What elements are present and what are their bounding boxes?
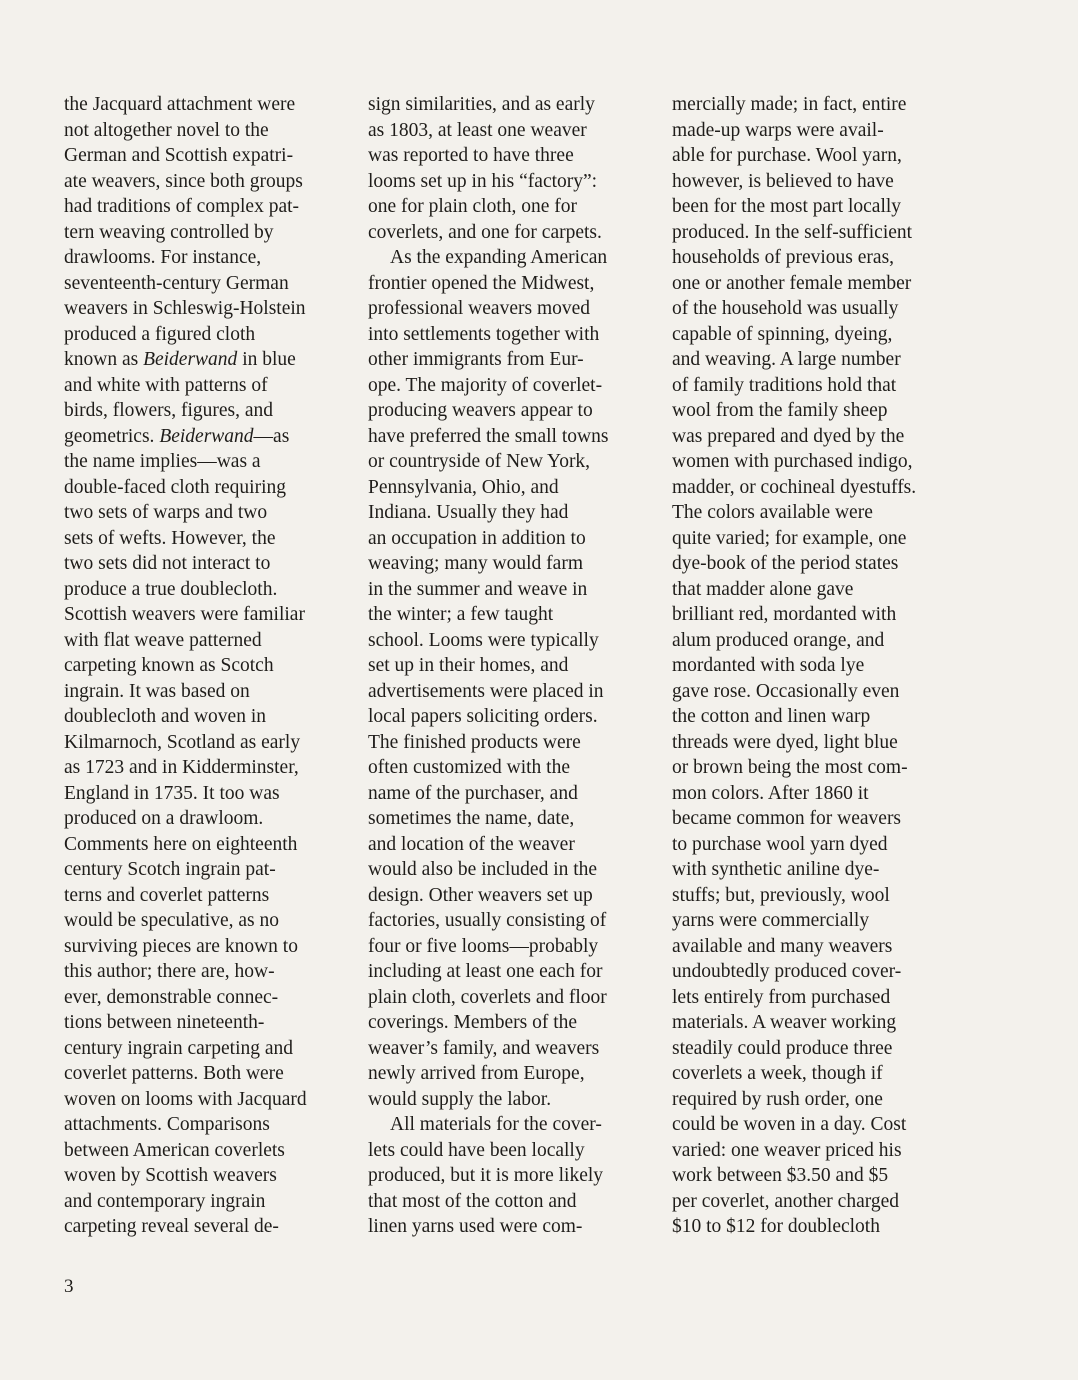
text-line: four or five looms—probably: [368, 935, 599, 957]
text-line: other immigrants from Eur-: [368, 349, 584, 370]
text-line: Pennsylvania, Ohio, and: [368, 476, 559, 498]
text-line: factories, usually consisting of: [368, 910, 607, 931]
text-line: often customized with the: [368, 757, 570, 778]
text-line: lets could have been locally: [368, 1139, 585, 1161]
text-line: weaving; many would farm: [368, 553, 583, 574]
text-line: women with purchased indigo,: [672, 451, 913, 472]
text-line: Scottish weavers were familiar: [64, 604, 305, 625]
text-line: ever, demonstrable connec-: [64, 986, 279, 1008]
text-line: threads were dyed, light blue: [672, 731, 898, 753]
text-line: became common for weavers: [672, 808, 902, 829]
text-line: one or another female member: [672, 272, 912, 294]
text-column-1: [64, 92, 364, 1240]
text-line: producing weavers appear to: [368, 400, 593, 421]
paragraph-start-line: As the expanding American: [390, 247, 608, 268]
text-line: doublecloth and woven in: [64, 706, 266, 727]
text-line: made-up warps were avail-: [672, 119, 884, 141]
text-line: varied: one weaver priced his: [672, 1139, 902, 1161]
text-line: ingrain. It was based on: [64, 680, 250, 702]
text-line: The colors available were: [672, 502, 873, 523]
text-line: [64, 347, 364, 373]
text-run: known as: [64, 349, 144, 370]
text-line: one for plain cloth, one for: [368, 196, 578, 217]
text-line: was prepared and dyed by the: [672, 425, 905, 447]
text-line: or countryside of New York,: [368, 451, 591, 472]
text-line: and contemporary ingrain: [64, 1190, 266, 1212]
text-line: newly arrived from Europe,: [368, 1063, 585, 1084]
text-line: weaver’s family, and weavers: [368, 1037, 600, 1059]
text-line: that madder alone gave: [672, 578, 854, 600]
text-line: and weaving. A large number: [672, 349, 901, 370]
text-line: the winter; a few taught: [368, 604, 554, 625]
text-run: —as: [253, 425, 290, 447]
text-line: mercially made; in fact, entire: [672, 94, 907, 115]
italic-term: Beiderwand: [159, 425, 254, 447]
text-line: would supply the labor.: [368, 1088, 552, 1110]
text-line: German and Scottish expatri-: [64, 145, 294, 166]
text-line: coverlets, and one for carpets.: [368, 221, 602, 243]
text-line: work between $3.50 and $5: [672, 1165, 889, 1186]
text-line: in the summer and weave in: [368, 578, 588, 600]
text-line: would be speculative, as no: [64, 910, 279, 931]
text-line: gave rose. Occasionally even: [672, 680, 900, 702]
text-line: ope. The majority of coverlet-: [368, 374, 603, 396]
text-line: had traditions of complex pat-: [64, 196, 300, 217]
text-line: professional weavers moved: [368, 298, 591, 319]
text-line: produced. In the self-sufficient: [672, 221, 913, 243]
text-line: terns and coverlet patterns: [64, 884, 270, 906]
text-line: the name implies—was a: [64, 451, 261, 472]
text-line: school. Looms were typically: [368, 629, 599, 651]
text-line: surviving pieces are known to: [64, 935, 298, 957]
text-line: sign similarities, and as early: [368, 94, 595, 115]
text-line: Indiana. Usually they had: [368, 502, 569, 523]
text-line: as 1723 and in Kidderminster,: [64, 757, 299, 778]
text-line: have preferred the small towns: [368, 425, 609, 447]
text-line: mon colors. After 1860 it: [672, 782, 869, 804]
text-line: set up in their homes, and: [368, 655, 569, 676]
text-line: two sets of warps and two: [64, 502, 268, 523]
text-line: could be woven in a day. Cost: [672, 1114, 907, 1135]
text-line: tern weaving controlled by: [64, 221, 274, 243]
text-line: birds, flowers, figures, and: [64, 400, 274, 421]
text-line: madder, or cochineal dyestuffs.: [672, 476, 917, 498]
text-column-2: [368, 92, 668, 1240]
italic-term: Beiderwand: [143, 349, 238, 370]
text-line: required by rush order, one: [672, 1088, 883, 1110]
text-line: able for purchase. Wool yarn,: [672, 145, 902, 166]
text-line: the cotton and linen warp: [672, 706, 871, 727]
text-line: carpeting known as Scotch: [64, 655, 274, 676]
text-line: weavers in Schleswig-Holstein: [64, 298, 306, 319]
text-line: alum produced orange, and: [672, 629, 885, 651]
text-line: brilliant red, mordanted with: [672, 604, 897, 625]
text-line: produced, but it is more likely: [368, 1165, 604, 1186]
text-line: an occupation in addition to: [368, 527, 586, 549]
text-line: available and many weavers: [672, 935, 893, 957]
text-run: geometrics.: [64, 425, 160, 447]
text-line: sets of wefts. However, the: [64, 527, 276, 549]
text-line: not altogether novel to the: [64, 119, 269, 141]
text-line: would also be included in the: [368, 859, 598, 880]
text-line: wool from the family sheep: [672, 400, 888, 421]
text-line: design. Other weavers set up: [368, 884, 593, 906]
text-line: Kilmarnoch, Scotland as early: [64, 731, 301, 753]
text-line: however, is believed to have: [672, 170, 894, 192]
text-line: woven on looms with Jacquard: [64, 1088, 307, 1110]
text-line: capable of spinning, dyeing,: [672, 323, 893, 345]
paragraph-start-line: All materials for the cover-: [390, 1114, 602, 1135]
text-line: produce a true doublecloth.: [64, 578, 278, 600]
text-line: sometimes the name, date,: [368, 808, 575, 829]
text-line: yarns were commercially: [672, 910, 870, 931]
text-line: [64, 424, 364, 450]
text-line: the Jacquard attachment were: [64, 94, 296, 115]
page-number: 3: [64, 1276, 74, 1297]
text-line: lets entirely from purchased: [672, 986, 891, 1008]
text-line: into settlements together with: [368, 323, 600, 345]
text-line: attachments. Comparisons: [64, 1114, 270, 1135]
text-line: between American coverlets: [64, 1139, 285, 1161]
text-line: $10 to $12 for doublecloth: [672, 1216, 880, 1237]
text-line: and location of the weaver: [368, 833, 575, 855]
text-line: coverings. Members of the: [368, 1012, 578, 1033]
text-line: carpeting reveal several de-: [64, 1216, 279, 1237]
text-line: Comments here on eighteenth: [64, 833, 298, 855]
text-line: frontier opened the Midwest,: [368, 272, 595, 294]
text-line: including at least one each for: [368, 961, 603, 982]
text-line: or brown being the most com-: [672, 757, 908, 778]
text-line: with synthetic aniline dye-: [672, 859, 880, 880]
text-run: in blue: [237, 349, 296, 370]
text-line: steadily could produce three: [672, 1037, 893, 1059]
text-line: as 1803, at least one weaver: [368, 119, 587, 141]
text-line: seventeenth-century German: [64, 272, 289, 294]
text-line: ate weavers, since both groups: [64, 170, 303, 192]
text-line: was reported to have three: [368, 145, 574, 166]
text-line: advertisements were placed in: [368, 680, 604, 702]
text-line: this author; there are, how-: [64, 961, 275, 982]
text-line: The finished products were: [368, 731, 581, 753]
text-line: quite varied; for example, one: [672, 527, 907, 549]
text-line: woven by Scottish weavers: [64, 1165, 277, 1186]
text-line: linen yarns used were com-: [368, 1216, 583, 1237]
text-line: produced on a drawloom.: [64, 808, 264, 829]
text-line: stuffs; but, previously, wool: [672, 884, 890, 906]
text-line: with flat weave patterned: [64, 629, 262, 651]
text-column-3: [672, 92, 972, 1240]
text-line: of family traditions hold that: [672, 374, 897, 396]
text-line: century Scotch ingrain pat-: [64, 859, 276, 880]
text-line: coverlet patterns. Both were: [64, 1063, 284, 1084]
text-line: of the household was usually: [672, 298, 899, 319]
text-line: century ingrain carpeting and: [64, 1037, 294, 1059]
text-line: coverlets a week, though if: [672, 1063, 883, 1084]
text-line: to purchase wool yarn dyed: [672, 833, 888, 855]
text-line: name of the purchaser, and: [368, 782, 578, 804]
text-line: looms set up in his “factory”:: [368, 170, 598, 192]
text-line: undoubtedly produced cover-: [672, 961, 902, 982]
text-line: per coverlet, another charged: [672, 1190, 900, 1212]
text-line: dye-book of the period states: [672, 553, 899, 574]
text-line: households of previous eras,: [672, 247, 895, 268]
text-line: double-faced cloth requiring: [64, 476, 286, 498]
text-line: produced a figured cloth: [64, 323, 256, 345]
text-line: been for the most part locally: [672, 196, 902, 217]
text-line: materials. A weaver working: [672, 1012, 897, 1033]
text-line: local papers soliciting orders.: [368, 706, 598, 727]
text-line: and white with patterns of: [64, 374, 268, 396]
text-line: tions between nineteenth-: [64, 1012, 265, 1033]
text-line: England in 1735. It too was: [64, 782, 280, 804]
text-line: mordanted with soda lye: [672, 655, 865, 676]
text-line: drawlooms. For instance,: [64, 247, 262, 268]
text-line: two sets did not interact to: [64, 553, 271, 574]
text-line: that most of the cotton and: [368, 1190, 577, 1212]
text-line: plain cloth, coverlets and floor: [368, 986, 607, 1008]
